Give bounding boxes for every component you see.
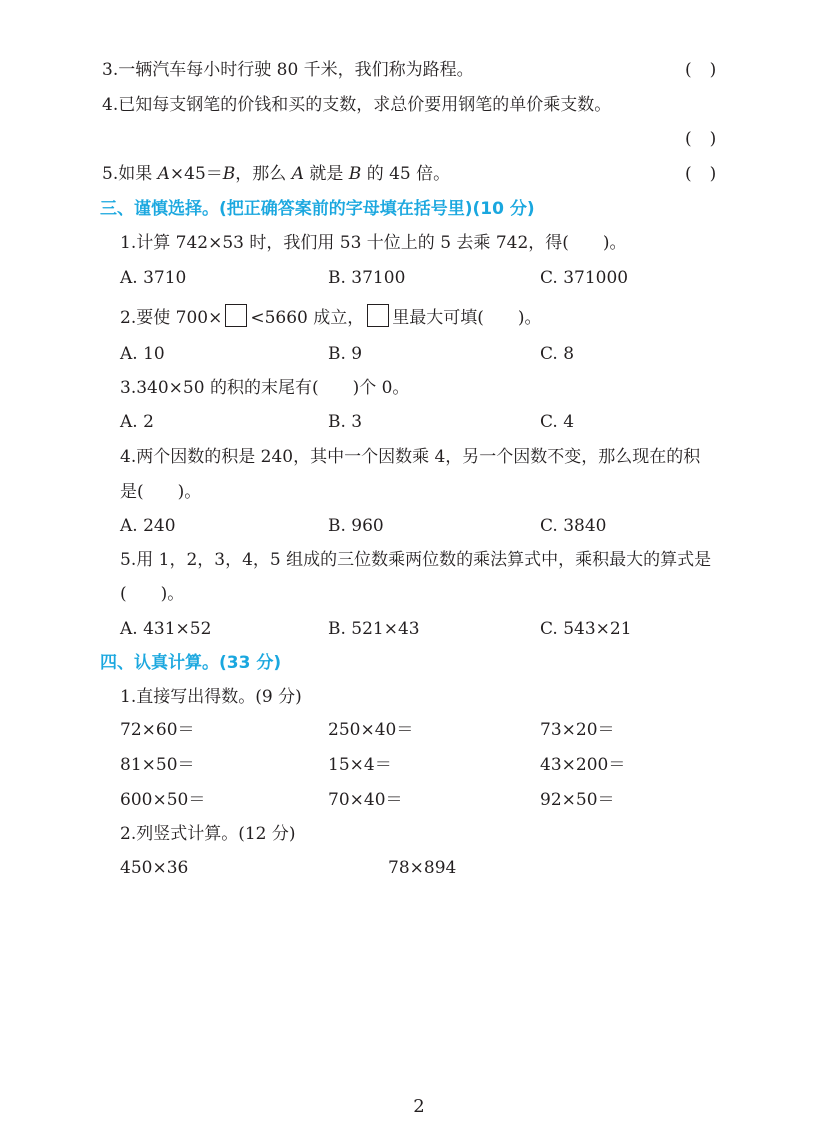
- judge-q5-mid1: ×45＝: [169, 164, 223, 184]
- oral-calc-item: 73×20＝: [540, 720, 615, 740]
- choice-q5-stem-line2: ( )。: [120, 584, 185, 604]
- choice-q2-option-c[interactable]: C. 8: [540, 344, 575, 364]
- section-title-choice: 三、谨慎选择。(把正确答案前的字母填在括号里)(10 分): [100, 199, 535, 219]
- choice-q4-option-c[interactable]: C. 3840: [540, 516, 607, 536]
- judge-q3: 3.一辆汽车每小时行驶 80 千米，我们称为路程。: [102, 60, 474, 80]
- choice-q3-option-c[interactable]: C. 4: [540, 412, 575, 432]
- var-b: B: [348, 164, 362, 184]
- choice-q3-option-b[interactable]: B. 3: [328, 412, 363, 432]
- judge-q5-mid2: ，那么: [235, 164, 292, 184]
- var-a: A: [291, 164, 304, 184]
- choice-q2-stem-c: 里最大可填( )。: [392, 308, 542, 328]
- oral-calc-item: 92×50＝: [540, 790, 615, 810]
- var-a: A: [157, 164, 170, 184]
- page-number: 2: [413, 1096, 425, 1117]
- judge-q5-suffix: 的 45 倍。: [361, 164, 451, 184]
- vertical-calc-item: 78×894: [388, 858, 457, 878]
- choice-q3-option-a[interactable]: A. 2: [120, 412, 154, 432]
- blank-box[interactable]: [367, 304, 389, 327]
- choice-q1-option-a[interactable]: A. 3710: [120, 268, 187, 288]
- choice-q4-option-a[interactable]: A. 240: [120, 516, 176, 536]
- choice-q5-option-c[interactable]: C. 543×21: [540, 619, 632, 639]
- choice-q2-option-b[interactable]: B. 9: [328, 344, 363, 364]
- oral-calc-item: 15×4＝: [328, 755, 392, 775]
- calc-part1-title: 1.直接写出得数。(9 分): [120, 687, 302, 707]
- oral-calc-item: 43×200＝: [540, 755, 626, 775]
- oral-calc-item: 600×50＝: [120, 790, 206, 810]
- judge-q5-prefix: 5.如果: [102, 164, 158, 184]
- choice-q4-stem-line1: 4.两个因数的积是 240，其中一个因数乘 4，另一个因数不变，那么现在的积: [120, 447, 701, 467]
- choice-q2-option-a[interactable]: A. 10: [120, 344, 165, 364]
- choice-q1-stem: 1.计算 742×53 时，我们用 53 十位上的 5 去乘 742，得( )。: [120, 233, 627, 253]
- answer-paren-q3[interactable]: (): [685, 60, 735, 80]
- judge-q5: [102, 162, 450, 186]
- blank-box[interactable]: [225, 304, 247, 327]
- choice-q2-stem-a: 2.要使 700×: [120, 308, 223, 328]
- judge-q4: 4.已知每支钢笔的价钱和买的支数，求总价要用钢笔的单价乘支数。: [102, 95, 612, 115]
- calc-part2-title: 2.列竖式计算。(12 分): [120, 824, 296, 844]
- answer-paren-q5[interactable]: (): [685, 164, 735, 184]
- var-b: B: [222, 164, 236, 184]
- choice-q5-stem-line1: 5.用 1，2，3，4，5 组成的三位数乘两位数的乘法算式中，乘积最大的算式是: [120, 550, 712, 570]
- oral-calc-item: 70×40＝: [328, 790, 403, 810]
- section-title-calculation: 四、认真计算。(33 分): [100, 653, 282, 673]
- oral-calc-item: 72×60＝: [120, 720, 195, 740]
- choice-q5-option-b[interactable]: B. 521×43: [328, 619, 420, 639]
- choice-q2-stem-b: <5660 成立，: [250, 308, 365, 328]
- choice-q1-option-b[interactable]: B. 37100: [328, 268, 406, 288]
- judge-q5-mid3: 就是: [303, 164, 349, 184]
- choice-q1-option-c[interactable]: C. 371000: [540, 268, 629, 288]
- answer-paren-q4[interactable]: (): [685, 129, 735, 149]
- oral-calc-item: 81×50＝: [120, 755, 195, 775]
- choice-q4-stem-line2: 是( )。: [120, 482, 202, 502]
- choice-q5-option-a[interactable]: A. 431×52: [120, 619, 212, 639]
- oral-calc-item: 250×40＝: [328, 720, 414, 740]
- choice-q4-option-b[interactable]: B. 960: [328, 516, 384, 536]
- choice-q2-stem: [120, 304, 542, 330]
- choice-q3-stem: 3.340×50 的积的末尾有( )个 0。: [120, 378, 410, 398]
- vertical-calc-item: 450×36: [120, 858, 189, 878]
